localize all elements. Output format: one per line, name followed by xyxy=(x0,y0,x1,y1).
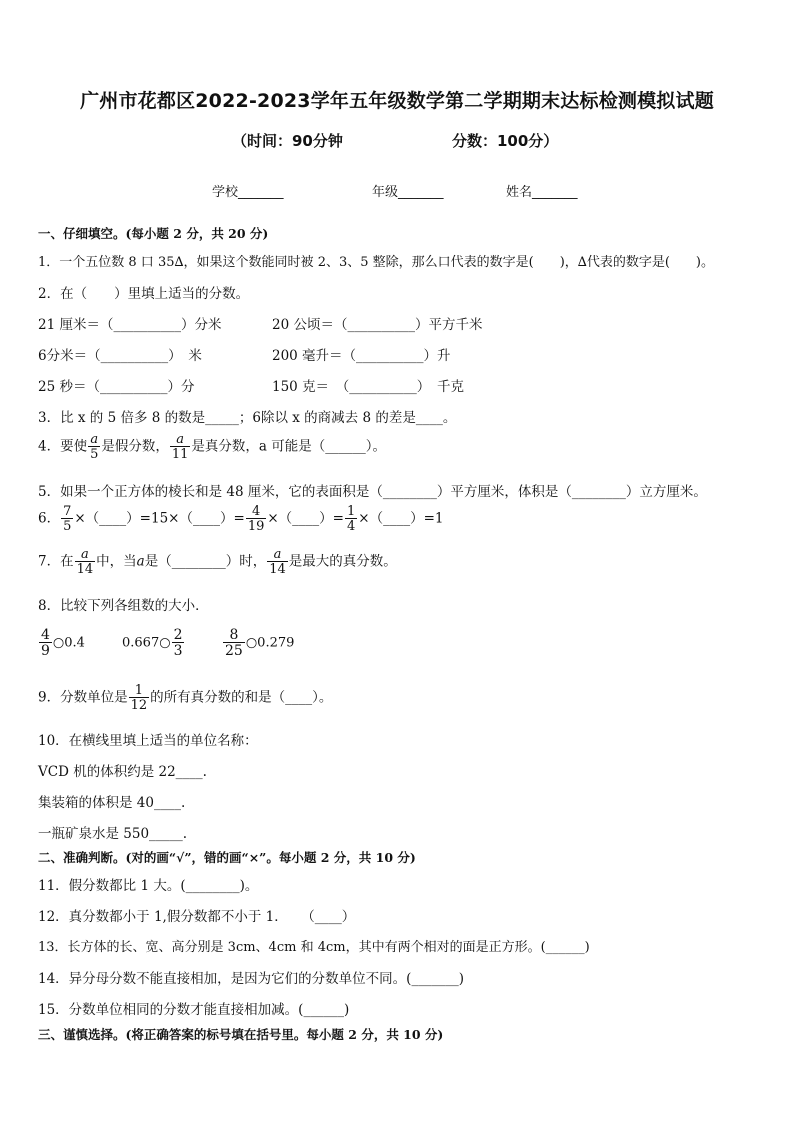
question-8-a: $\frac{4}{9}$ ○0.4 xyxy=(41,627,85,659)
question-4: 4．要使 $\frac{a}{5}$ 是假分数， $\frac{a}{11}$ 是真分数，a 可能是（______）。 xyxy=(38,432,387,462)
question-15: 15．分数单位相同的分数才能直接相加减。(______) xyxy=(38,1002,350,1018)
exam-score: 分数：100分） xyxy=(452,132,559,150)
fraction-a-over-14: $\frac{a}{14}$ xyxy=(76,547,94,577)
name-field: 姓名_______ xyxy=(506,185,578,200)
question-14: 14．异分母分数不能直接相加，是因为它们的分数单位不同。(_______) xyxy=(38,971,464,987)
fraction-8-over-25: $\frac{8}{25}$ xyxy=(225,627,243,659)
fraction-a-over-11: $\frac{a}{11}$ xyxy=(171,432,189,462)
question-9: 9．分数单位是 $\frac{1}{12}$ 的所有真分数的和是（____）。 xyxy=(38,683,333,713)
fraction-1-over-4: $\frac{1}{4}$ xyxy=(346,504,356,534)
question-12: 12．真分数都小于 1,假分数都不小于 1． （____） xyxy=(38,909,356,925)
question-8-c: $\frac{8}{25}$ ○0.279 xyxy=(225,627,295,659)
question-10-a: VCD 机的体积约是 22____. xyxy=(38,764,207,780)
fraction-2-over-3: $\frac{2}{3}$ xyxy=(173,627,183,659)
question-8-b: 0.667○ $\frac{2}{3}$ xyxy=(122,627,183,659)
school-field: 学校_______ xyxy=(212,185,284,200)
question-11: 11．假分数都比 1 大。(________)。 xyxy=(38,878,259,894)
question-10: 10．在横线里填上适当的单位名称： xyxy=(38,733,258,749)
question-5: 5．如果一个正方体的棱长和是 48 厘米，它的表面积是（________）平方厘米，体积是（________）立方厘米。 xyxy=(38,484,707,500)
question-13: 13．长方体的长、宽、高分别是 3cm、4cm 和 4cm，其中有两个相对的面是正方形。(______) xyxy=(38,940,590,955)
section-2-heading: 二、准确判断。(对的画“√”，错的画“×”。每小题 2 分，共 10 分) xyxy=(38,850,416,865)
question-2-a: 21 厘米＝（__________）分米 xyxy=(38,317,222,333)
question-10-b: 集装箱的体积是 40____. xyxy=(38,795,186,811)
question-7: 7．在 $\frac{a}{14}$ 中，当a是（________）时， $\frac{a}{14}$ 是最大的真分数。 xyxy=(38,547,397,577)
question-1: 1．一个五位数 8 口 35∆，如果这个数能同时被 2、3、5 整除，那么口代表的数字是( )，∆代表的数字是( )。 xyxy=(38,255,715,270)
page-title: 广州市花都区2022-2023学年五年级数学第二学期期末达标检测模拟试题 xyxy=(80,90,714,112)
question-2-c: 6分米＝（__________） 米 xyxy=(38,348,202,364)
fraction-a-over-14-b: $\frac{a}{14}$ xyxy=(269,547,286,577)
grade-field: 年级_______ xyxy=(372,185,444,200)
question-6: 6． $\frac{7}{5}$ ×（____）=15×（____）= $\frac{4}{19}$ ×（____）= $\frac{1}{4}$ ×（____）=1 xyxy=(38,504,444,534)
section-1-heading: 一、仔细填空。(每小题 2 分，共 20 分) xyxy=(38,226,269,241)
fraction-4-over-9: $\frac{4}{9}$ xyxy=(41,627,50,659)
section-3-heading: 三、谨慎选择。(将正确答案的标号填在括号里。每小题 2 分，共 10 分) xyxy=(38,1027,444,1042)
question-2-d: 200 毫升＝（__________）升 xyxy=(272,348,451,364)
question-10-c: 一瓶矿泉水是 550_____. xyxy=(38,826,188,842)
fraction-1-over-12: $\frac{1}{12}$ xyxy=(130,683,148,713)
fraction-7-over-5: $\frac{7}{5}$ xyxy=(63,504,72,534)
fraction-4-over-19: $\frac{4}{19}$ xyxy=(247,504,265,534)
question-2-f: 150 克＝ （__________） 千克 xyxy=(272,379,465,395)
question-2-b: 20 公顷＝（__________）平方千米 xyxy=(272,317,483,333)
exam-time: （时间：90分钟 xyxy=(232,132,343,150)
question-3: 3．比 x 的 5 倍多 8 的数是_____；6除以 x 的商减去 8 的差是____。 xyxy=(38,410,457,426)
question-8: 8．比较下列各组数的大小． xyxy=(38,598,209,614)
question-2: 2．在（ ）里填上适当的分数。 xyxy=(38,286,250,302)
question-2-e: 25 秒＝（__________）分 xyxy=(38,379,195,395)
fraction-a-over-5: $\frac{a}{5}$ xyxy=(90,432,99,462)
